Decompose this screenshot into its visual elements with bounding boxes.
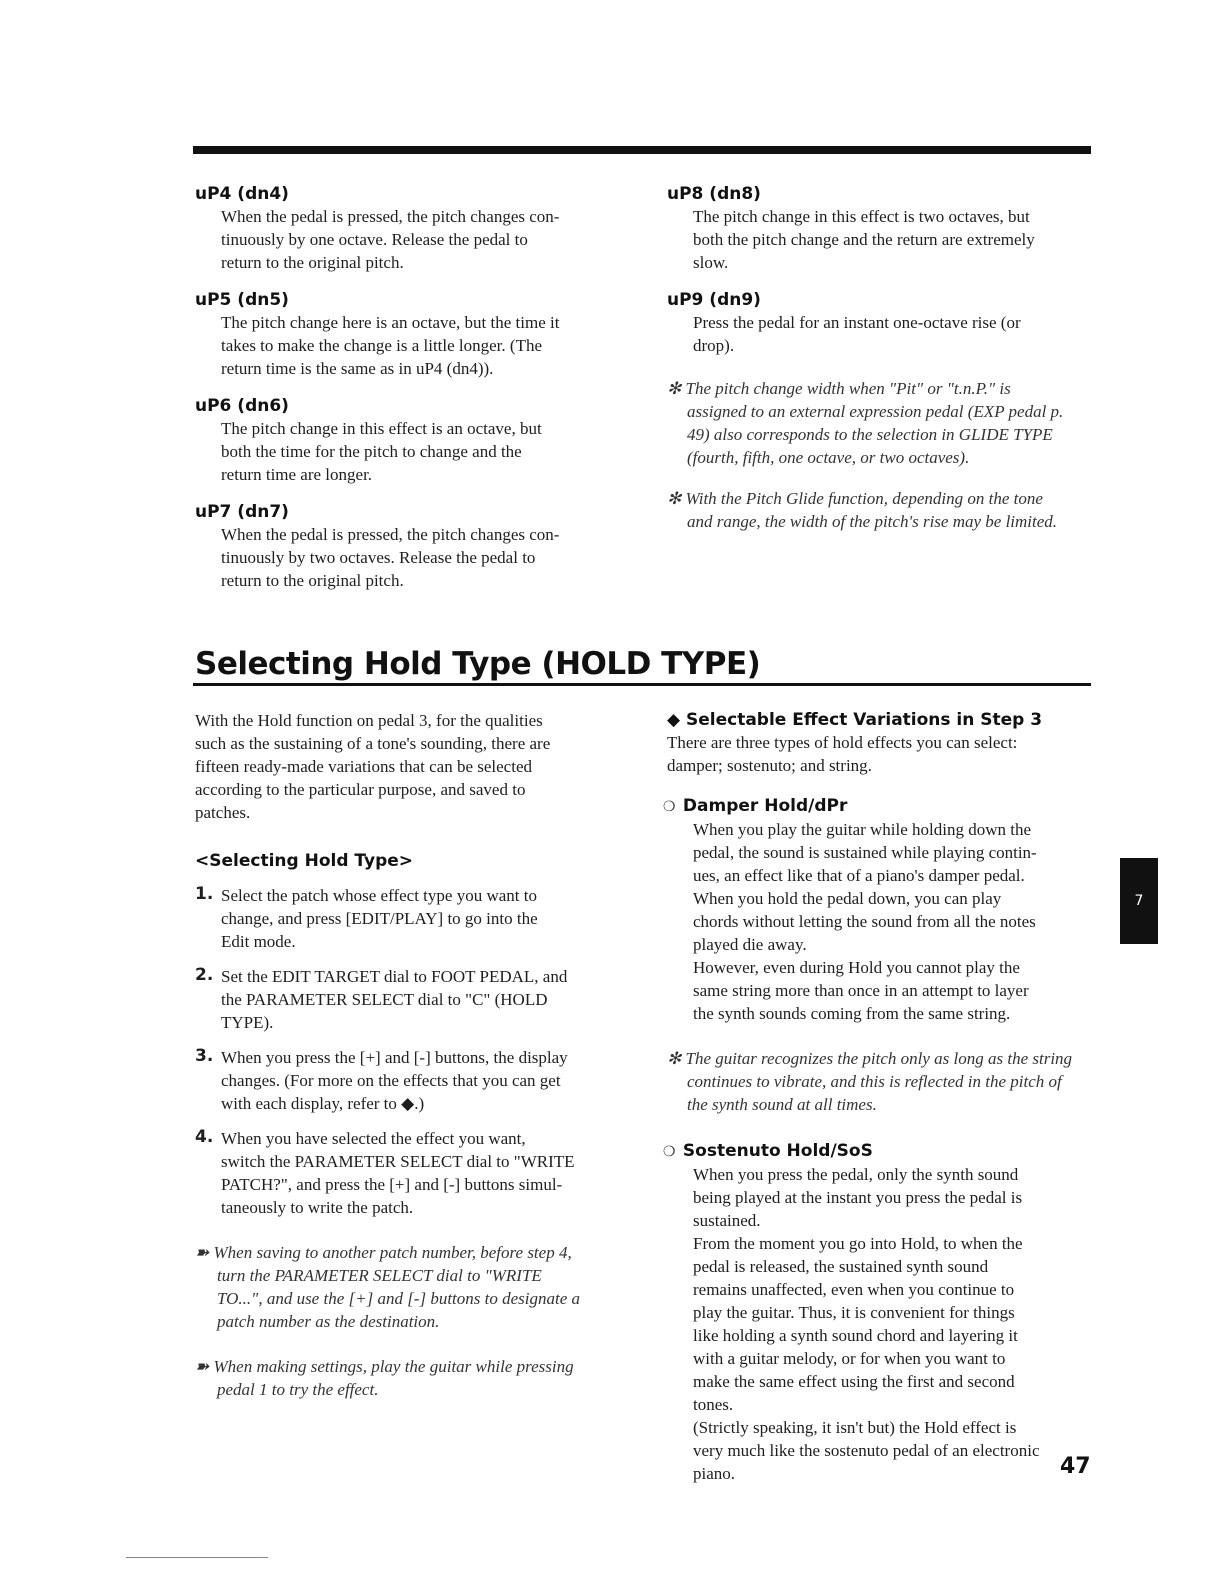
variations-intro	[667, 731, 1092, 777]
entry-up5	[195, 289, 620, 380]
text-line: When you play the guitar while holding down the	[693, 820, 1032, 839]
entry-heading: uP8 (dn8)	[667, 184, 761, 204]
step-item	[195, 965, 620, 1034]
step-item	[195, 1127, 620, 1219]
note-line: turn the PARAMETER SELECT dial to "WRITE	[217, 1266, 542, 1285]
chapter-tab	[1120, 858, 1158, 944]
text-line: The pitch change here is an octave, but the time it	[221, 313, 560, 332]
page-number: 47	[1060, 1454, 1091, 1479]
sostenuto-heading-text: Sostenuto Hold/SoS	[682, 1141, 873, 1161]
text-line: patches.	[195, 803, 251, 822]
text-line: From the moment you go into Hold, to when the	[693, 1234, 1023, 1253]
entry-heading: uP5 (dn5)	[195, 290, 289, 310]
note-try-effect	[195, 1355, 620, 1401]
text-line: like holding a synth sound chord and layering it	[693, 1326, 1018, 1345]
text-line: The pitch change in this effect is two octaves, but	[693, 207, 1030, 226]
text-line: There are three types of hold effects you can select:	[667, 733, 1018, 752]
note-pitch-glide	[667, 487, 1092, 533]
lower-left-column	[195, 709, 620, 1401]
text-line: Select the patch whose effect type you want to	[221, 886, 537, 905]
text-line: being played at the instant you press the pedal is	[693, 1188, 1023, 1207]
procedure-heading: <Selecting Hold Type>	[195, 851, 414, 871]
note-line: and range, the width of the pitch's rise may be limited.	[687, 512, 1058, 531]
text-line: return to the original pitch.	[221, 571, 404, 590]
lower-right-column	[663, 709, 1092, 1485]
text-line: When the pedal is pressed, the pitch changes con-	[221, 207, 560, 226]
text-line: (Strictly speaking, it isn't but) the Hold effect is	[693, 1418, 1017, 1437]
note-line: ➽ When making settings, play the guitar while pressing	[195, 1357, 574, 1376]
damper-body	[667, 818, 1092, 1025]
text-line: Set the EDIT TARGET dial to FOOT PEDAL, and	[221, 967, 568, 986]
text-line: with each display, refer to ◆.)	[221, 1094, 425, 1113]
top-rule	[193, 146, 1091, 154]
upper-left-column	[195, 183, 620, 592]
note-guitar-recognizes	[667, 1047, 1092, 1116]
text-line: according to the particular purpose, and saved to	[195, 780, 526, 799]
text-line: same string more than once in an attempt to layer	[693, 981, 1029, 1000]
step-number: 4.	[195, 1127, 214, 1147]
entry-heading: uP7 (dn7)	[195, 502, 289, 522]
note-line: ✻ The pitch change width when "Pit" or "t.n.P." is	[667, 379, 1011, 398]
text-line: PATCH?", and press the [+] and [-] buttons simul-	[221, 1175, 563, 1194]
entry-heading: uP9 (dn9)	[667, 290, 761, 310]
note-line: pedal 1 to try the effect.	[217, 1380, 379, 1399]
note-line: 49) also corresponds to the selection in GLIDE TYPE	[687, 425, 1053, 444]
note-line: TO...", and use the [+] and [-] buttons to designate a	[217, 1289, 581, 1308]
text-line: drop).	[693, 336, 735, 355]
text-line: make the same effect using the first and second	[693, 1372, 1015, 1391]
section-title: Selecting Hold Type (HOLD TYPE)	[195, 646, 761, 682]
damper-heading	[663, 795, 1092, 818]
text-line: chords without letting the sound from all the notes	[693, 912, 1036, 931]
step-number: 2.	[195, 965, 214, 985]
text-line: changes. (For more on the effects that you can get	[221, 1071, 561, 1090]
text-line: switch the PARAMETER SELECT dial to "WRITE	[221, 1152, 575, 1171]
circle-bullet-icon: ❍	[663, 799, 676, 815]
sostenuto-body	[667, 1163, 1092, 1485]
note-line: ✻ With the Pitch Glide function, depending on the tone	[667, 489, 1043, 508]
text-line: the synth sounds coming from the same string.	[693, 1004, 1011, 1023]
text-line: When you press the [+] and [-] buttons, the display	[221, 1048, 568, 1067]
step-number: 3.	[195, 1046, 214, 1066]
text-line: change, and press [EDIT/PLAY] to go into the	[221, 909, 538, 928]
text-line: When you hold the pedal down, you can play	[693, 889, 1002, 908]
text-line: takes to make the change is a little longer. (The	[221, 336, 542, 355]
entry-up8	[667, 183, 1092, 274]
entry-up6	[195, 395, 620, 486]
chapter-tab-label: 7	[1134, 893, 1144, 909]
text-line: When you have selected the effect you want,	[221, 1129, 526, 1148]
text-line: tinuously by two octaves. Release the pedal to	[221, 548, 536, 567]
note-saving	[195, 1241, 620, 1333]
damper-heading-text: Damper Hold/dPr	[682, 796, 848, 816]
note-line: the synth sound at all times.	[687, 1095, 877, 1114]
text-line: When you press the pedal, only the synth sound	[693, 1165, 1019, 1184]
text-line: very much like the sostenuto pedal of an electronic	[693, 1441, 1040, 1460]
intro-paragraph	[195, 709, 620, 824]
text-line: When the pedal is pressed, the pitch changes con-	[221, 525, 560, 544]
note-pitch-width	[667, 377, 1092, 469]
text-line: with a guitar melody, or for when you want to	[693, 1349, 1006, 1368]
text-line: return to the original pitch.	[221, 253, 404, 272]
text-line: damper; sostenuto; and string.	[667, 756, 872, 775]
text-line: Press the pedal for an instant one-octave rise (or	[693, 313, 1021, 332]
title-rule	[193, 683, 1091, 686]
text-line: play the guitar. Thus, it is convenient for things	[693, 1303, 1015, 1322]
text-line: slow.	[693, 253, 729, 272]
note-line: ✻ The guitar recognizes the pitch only as long as the string	[667, 1049, 1073, 1068]
entry-heading: uP4 (dn4)	[195, 184, 289, 204]
text-line: taneously to write the patch.	[221, 1198, 414, 1217]
text-line: return time is the same as in uP4 (dn4)).	[221, 359, 494, 378]
entry-heading: uP6 (dn6)	[195, 396, 289, 416]
variations-heading: ◆ Selectable Effect Variations in Step 3	[667, 710, 1043, 730]
step-number: 1.	[195, 884, 214, 904]
text-line: remains unaffected, even when you continue to	[693, 1280, 1015, 1299]
text-line: tinuously by one octave. Release the pedal to	[221, 230, 528, 249]
text-line: such as the sustaining of a tone's sounding, there are	[195, 734, 551, 753]
text-line: tones.	[693, 1395, 734, 1414]
note-line: ➽ When saving to another patch number, before step 4,	[195, 1243, 572, 1262]
bottom-line	[126, 1557, 268, 1558]
text-line: pedal is released, the sustained synth sound	[693, 1257, 989, 1276]
text-line: pedal, the sound is sustained while playing contin-	[693, 843, 1037, 862]
note-line: continues to vibrate, and this is reflected in the pitch of	[687, 1072, 1062, 1091]
text-line: the PARAMETER SELECT dial to "C" (HOLD	[221, 990, 548, 1009]
text-line: played die away.	[693, 935, 807, 954]
text-line: However, even during Hold you cannot play the	[693, 958, 1020, 977]
upper-right-column	[667, 183, 1092, 533]
text-line: With the Hold function on pedal 3, for the qualities	[195, 711, 543, 730]
text-line: piano.	[693, 1464, 736, 1483]
steps-list	[195, 884, 620, 1219]
step-item	[195, 1046, 620, 1115]
sostenuto-heading	[663, 1140, 1092, 1163]
circle-bullet-icon: ❍	[663, 1144, 676, 1160]
note-line: patch number as the destination.	[217, 1312, 440, 1331]
text-line: both the time for the pitch to change and the	[221, 442, 522, 461]
text-line: both the pitch change and the return are extremely	[693, 230, 1035, 249]
text-line: TYPE).	[221, 1013, 274, 1032]
note-line: assigned to an external expression pedal (EXP pedal p.	[687, 402, 1064, 421]
entry-up7	[195, 501, 620, 592]
entry-up4	[195, 183, 620, 274]
note-line: (fourth, fifth, one octave, or two octaves).	[687, 448, 970, 467]
step-item	[195, 884, 620, 953]
text-line: Edit mode.	[221, 932, 296, 951]
text-line: return time are longer.	[221, 465, 373, 484]
text-line: sustained.	[693, 1211, 761, 1230]
text-line: fifteen ready-made variations that can be selected	[195, 757, 532, 776]
entry-up9	[667, 289, 1092, 357]
text-line: ues, an effect like that of a piano's damper pedal.	[693, 866, 1025, 885]
text-line: The pitch change in this effect is an octave, but	[221, 419, 542, 438]
